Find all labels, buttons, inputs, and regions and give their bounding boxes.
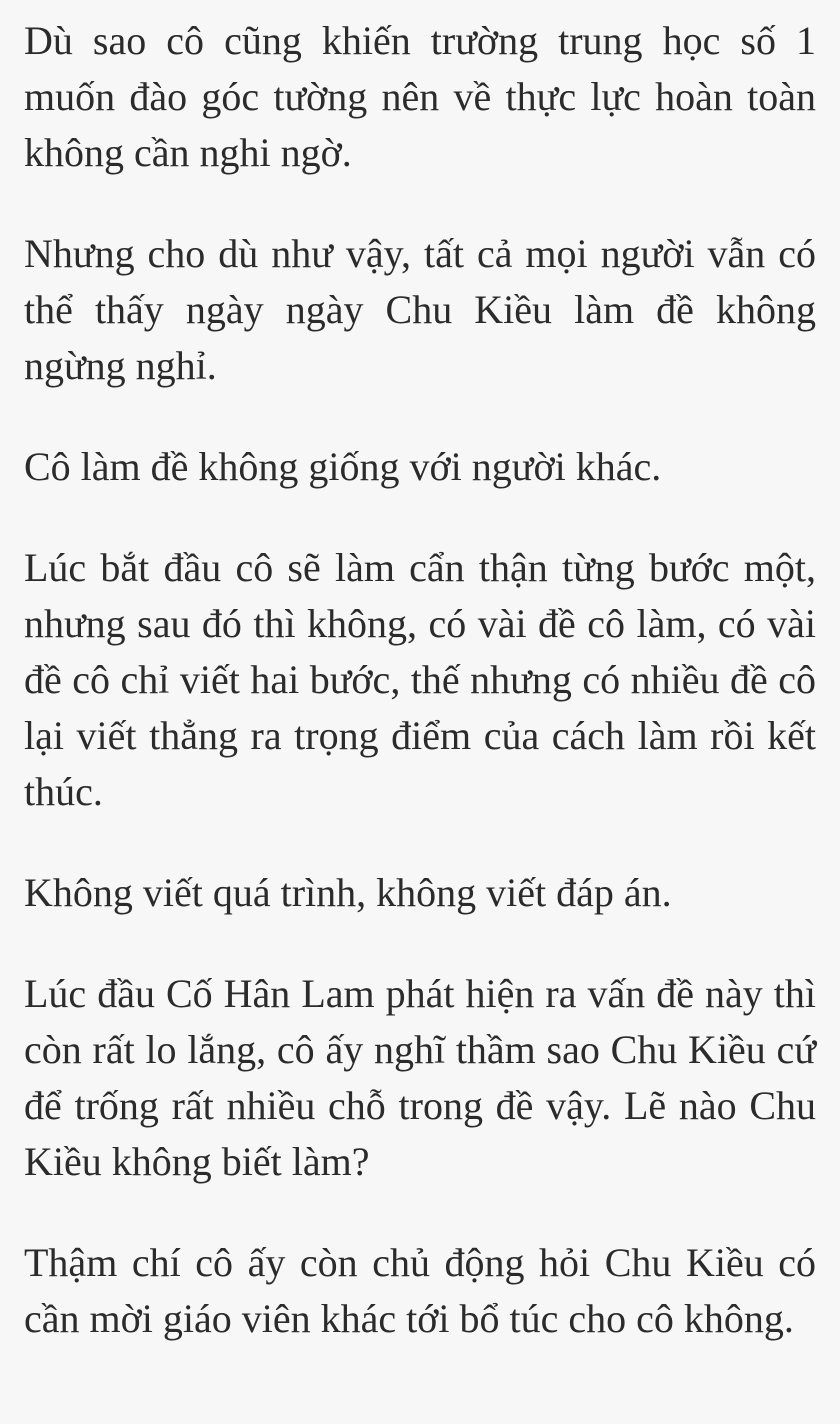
story-paragraph: Lúc đầu Cố Hân Lam phát hiện ra vấn đề này thì còn rất lo lắng, cô ấy nghĩ thầm sao Chu Kiều cứ để trống rất nhiều chỗ trong đề vậy. Lẽ nào Chu Kiều không biết làm? bbox=[24, 971, 816, 1184]
story-paragraph: Cô làm đề không giống với người khác. bbox=[24, 444, 662, 489]
story-paragraph: Dù sao cô cũng khiến trường trung học số 1 muốn đào góc tường nên về thực lực hoàn toàn không cần nghi ngờ. bbox=[24, 18, 816, 175]
story-paragraph: Nhưng cho dù như vậy, tất cả mọi người vẫn có thể thấy ngày ngày Chu Kiều làm đề không ngừng nghỉ. bbox=[24, 231, 816, 388]
story-paragraph: Lúc bắt đầu cô sẽ làm cẩn thận từng bước một, nhưng sau đó thì không, có vài đề cô làm, có vài đề cô chỉ viết hai bước, thế nhưng có nhiều đề cô lại viết thẳng ra trọng điểm của cách làm rồi kết thúc. bbox=[24, 545, 816, 814]
story-paragraph: Thậm chí cô ấy còn chủ động hỏi Chu Kiều có cần mời giáo viên khác tới bổ túc cho cô không. bbox=[24, 1240, 816, 1341]
story-paragraph: Không viết quá trình, không viết đáp án. bbox=[24, 870, 672, 915]
